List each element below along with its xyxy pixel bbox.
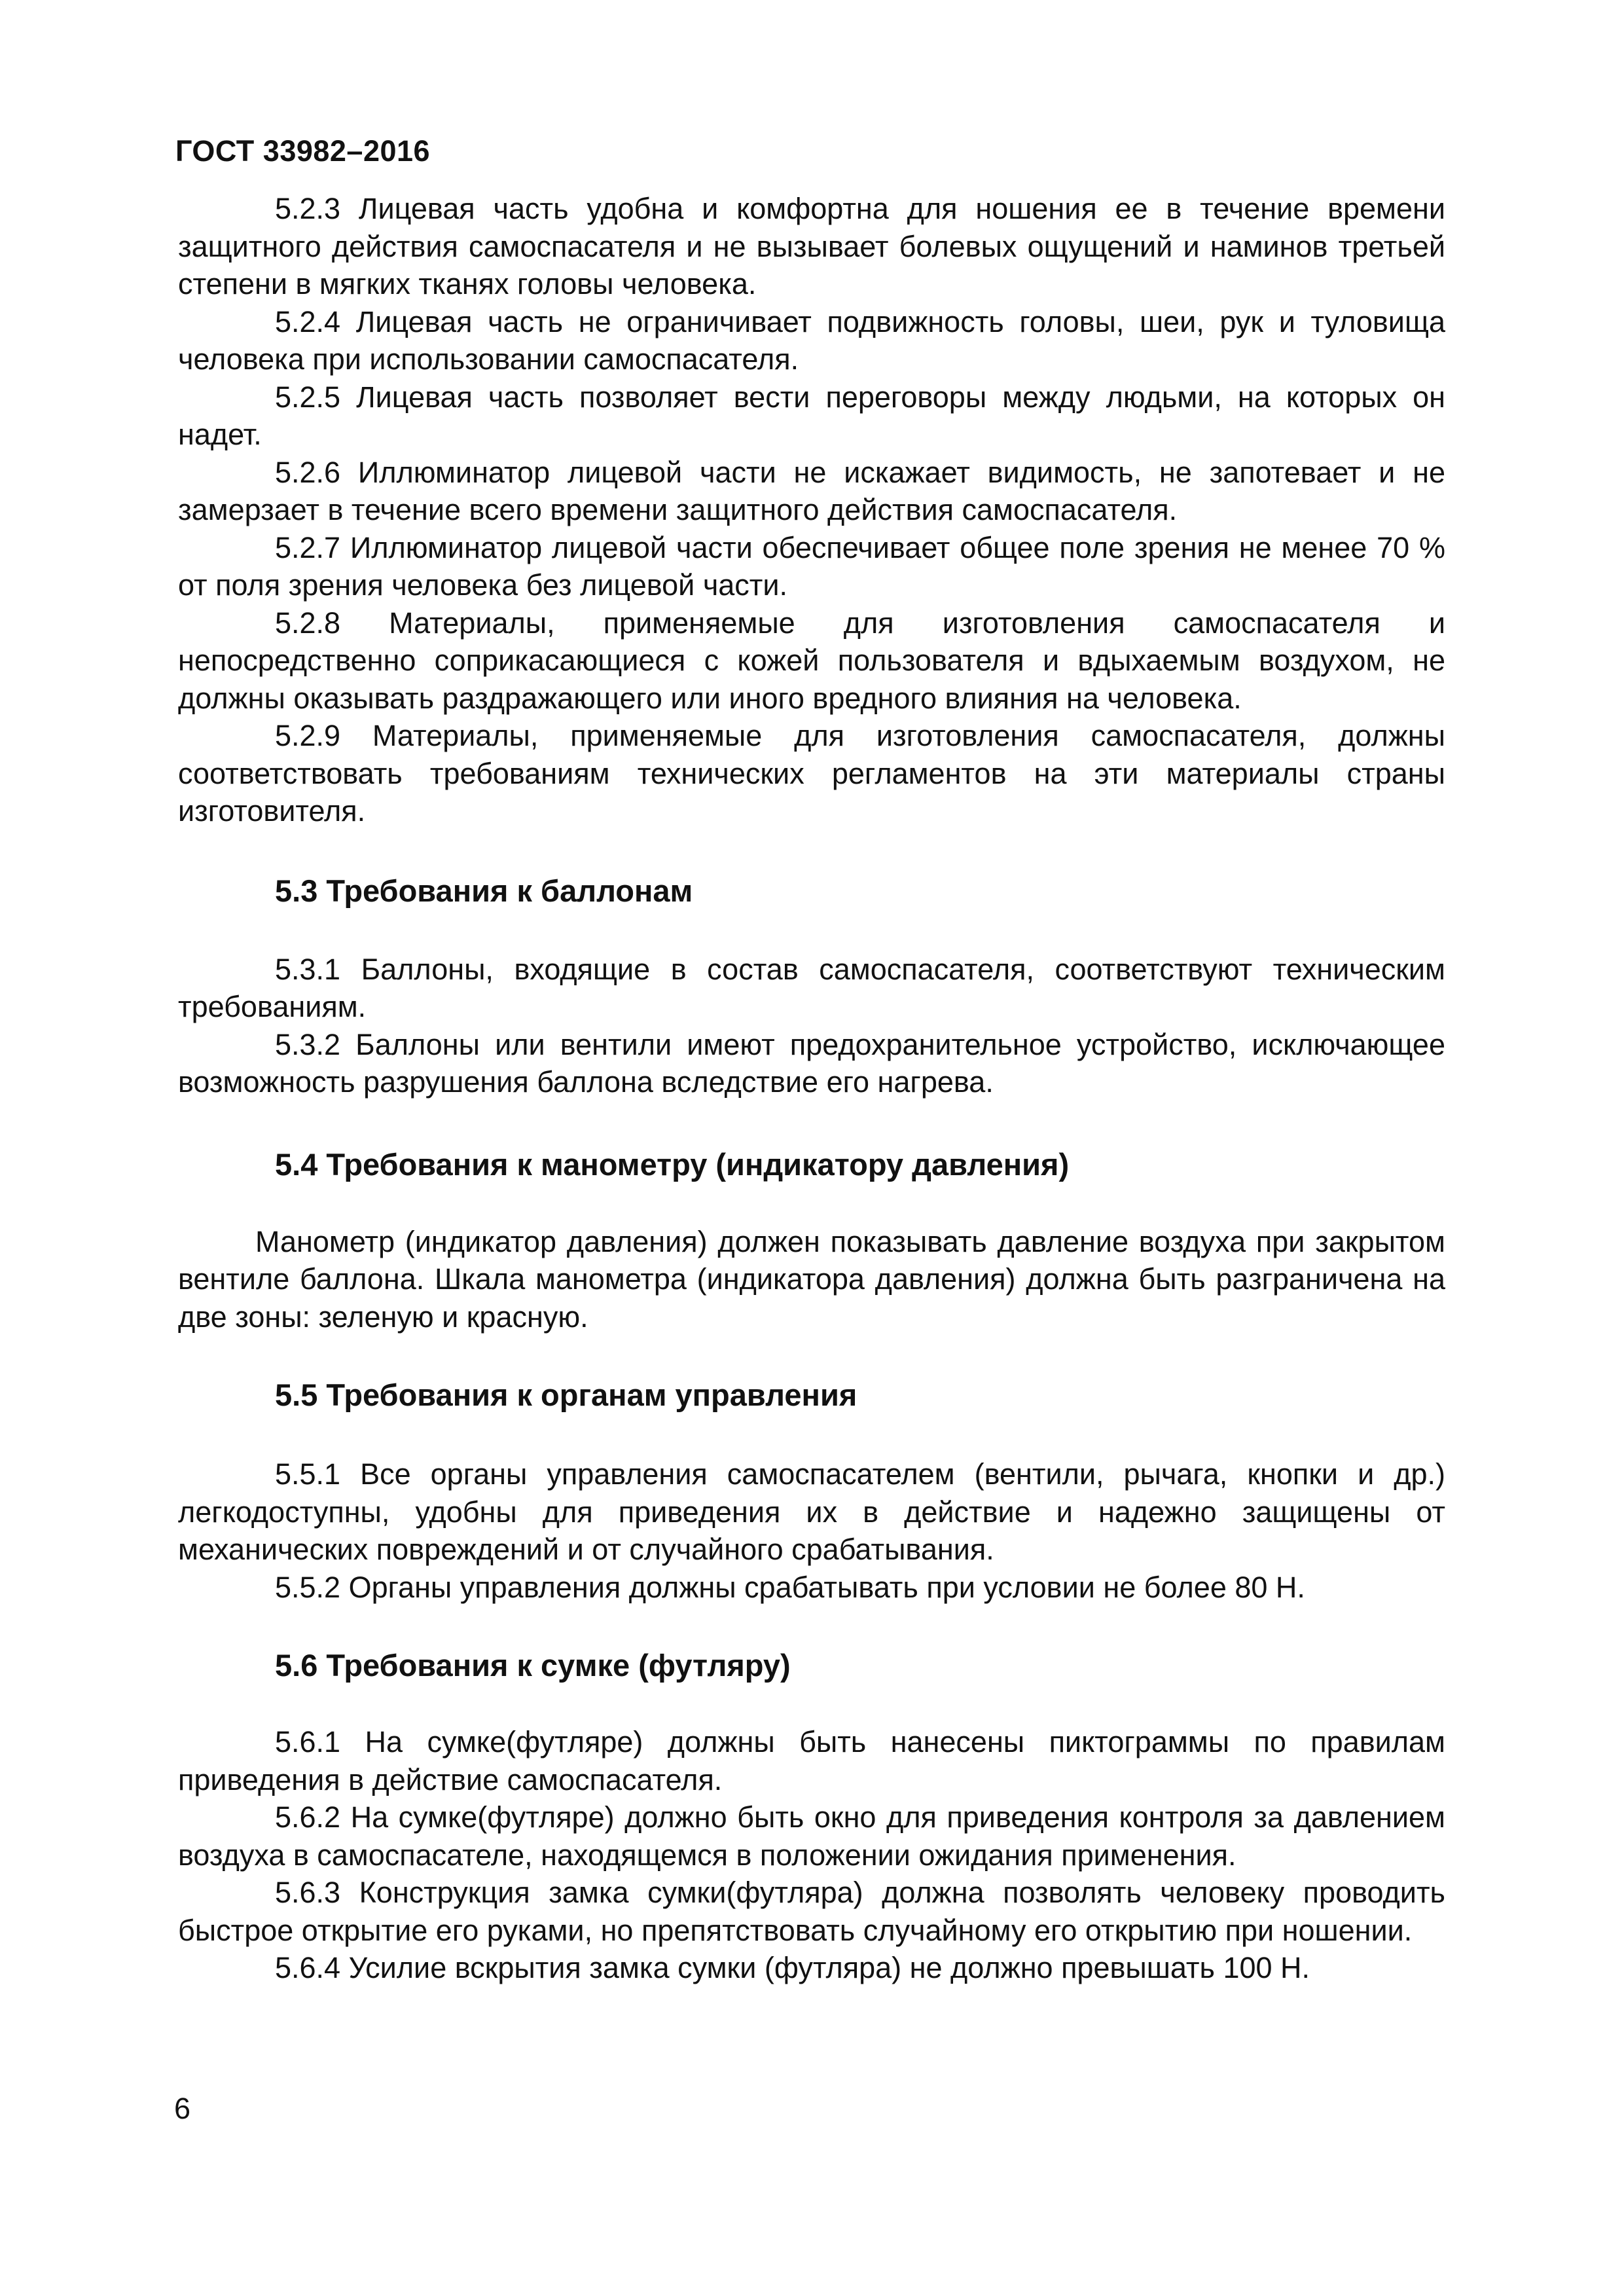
document-code-header: ГОСТ 33982–2016 (175, 134, 431, 168)
paragraph-5-6-4: 5.6.4 Усилие вскрытия замка сумки (футляра) не должно превышать 100 Н. (275, 1951, 1310, 1984)
section-heading-5-5: 5.5 Требования к органам управления (275, 1377, 857, 1412)
document-body (178, 190, 1445, 1987)
paragraph-5-2-9: 5.2.9 Материалы, применяемые для изготовления самоспасателя, должны соответствовать требованиям технических регламентов на эти материалы страны изготовителя. (178, 719, 1445, 828)
paragraph-5-2-6: 5.2.6 Иллюминатор лицевой части не искажает видимость, не запотевает и не замерзает в течение всего времени защитного действия самоспасателя. (178, 455, 1445, 526)
paragraph-5-2-8: 5.2.8 Материалы, применяемые для изготовления самоспасателя и непосредственно соприкасающиеся с кожей пользователя и вдыхаемым воздухом, не должны оказывать раздражающего или иного вредного влияния на человека. (178, 606, 1445, 715)
paragraph-5-5-2: 5.5.2 Органы управления должны срабатывать при условии не более 80 Н. (275, 1570, 1305, 1604)
paragraph-5-6-3: 5.6.3 Конструкция замка сумки(футляра) должна позволять человеку проводить быстрое открытие его руками, но препятствовать случайному его открытию при ношении. (178, 1876, 1445, 1947)
paragraph-5-5-1: 5.5.1 Все органы управления самоспасателем (вентили, рычага, кнопки и др.) легкодоступны, удобны для приведения их в действие и надежно защищены от механических повреждений и от случайного срабатывания. (178, 1457, 1445, 1566)
page-number: 6 (174, 2092, 191, 2125)
paragraph-5-3-1: 5.3.1 Баллоны, входящие в состав самоспасателя, соответствуют техническим требованиям. (178, 952, 1445, 1023)
paragraph-5-6-2: 5.6.2 На сумке(футляре) должно быть окно для приведения контроля за давлением воздуха в самоспасателе, находящемся в положении ожидания применения. (178, 1800, 1445, 1872)
paragraph-5-2-7: 5.2.7 Иллюминатор лицевой части обеспечивает общее поле зрения не менее 70 % от поля зрения человека без лицевой части. (178, 530, 1445, 602)
paragraph-5-3-2: 5.3.2 Баллоны или вентили имеют предохранительное устройство, исключающее возможность разрушения баллона вследствие его нагрева. (178, 1027, 1445, 1099)
section-heading-5-3: 5.3 Требования к баллонам (275, 873, 693, 908)
paragraph-5-2-3: 5.2.3 Лицевая часть удобна и комфортна для ношения ее в течение времени защитного действия самоспасателя и не вызывает болевых ощущений и наминов третьей степени в мягких тканях головы человека. (178, 192, 1445, 301)
paragraph-5-2-4: 5.2.4 Лицевая часть не ограничивает подвижность головы, шеи, рук и туловища человека при использовании самоспасателя. (178, 304, 1445, 376)
paragraph-5-4: Манометр (индикатор давления) должен показывать давление воздуха при закрытом вентиле баллона. Шкала манометра (индикатора давления) должна быть разграничена на две зоны: зеленую и красную. (178, 1224, 1445, 1334)
paragraph-5-2-5: 5.2.5 Лицевая часть позволяет вести переговоры между людьми, на которых он надет. (178, 380, 1445, 451)
paragraph-5-6-1: 5.6.1 На сумке(футляре) должны быть нанесены пиктограммы по правилам приведения в действие самоспасателя. (178, 1725, 1445, 1796)
section-heading-5-4: 5.4 Требования к манометру (индикатору давления) (275, 1146, 1070, 1182)
section-heading-5-6: 5.6 Требования к сумке (футляру) (275, 1648, 791, 1683)
